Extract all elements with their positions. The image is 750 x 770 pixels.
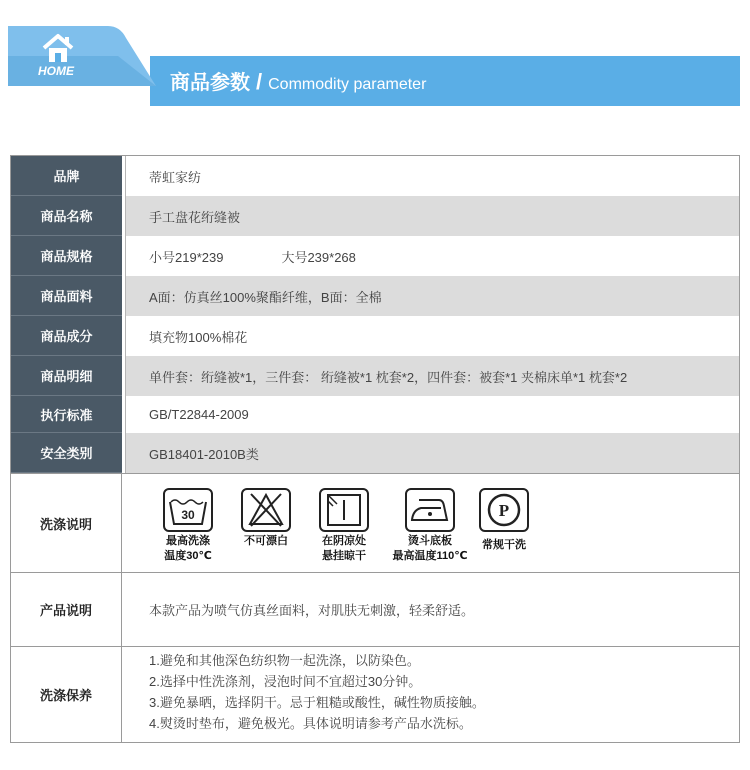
care-tip: 2.选择中性洗涤剂，浸泡时间不宜超过30分钟。 bbox=[149, 674, 422, 689]
param-row-composition bbox=[11, 316, 739, 356]
care-label: 洗涤保养 bbox=[11, 647, 122, 742]
param-row-name bbox=[11, 196, 739, 236]
svg-text:P: P bbox=[498, 501, 510, 520]
size-large: 大号239*268 bbox=[281, 249, 356, 265]
product-label: 产品说明 bbox=[11, 573, 122, 646]
title-slash: / bbox=[256, 69, 263, 94]
parameter-table bbox=[10, 155, 740, 743]
title-zh: 商品参数 bbox=[170, 72, 250, 94]
param-value: GB/T22844-2009 bbox=[149, 407, 249, 422]
house-icon bbox=[40, 32, 76, 64]
care-tips bbox=[123, 647, 739, 742]
param-value: A面：仿真丝100%聚酯纤维，B面：全棉 bbox=[126, 276, 739, 316]
svg-text:30: 30 bbox=[181, 508, 195, 522]
param-value: 蒂虹家纺 bbox=[149, 169, 202, 185]
line-dry-shade-icon: 在阴凉处 悬挂晾干 bbox=[314, 488, 374, 568]
section-header bbox=[0, 0, 750, 130]
wash-30-icon: 30 最高洗涤 温度30℃ bbox=[158, 488, 218, 568]
param-row-safety bbox=[11, 433, 739, 473]
care-tip: 4.熨烫时垫布，避免极光。具体说明请参考产品水洗标。 bbox=[149, 716, 472, 731]
product-row bbox=[11, 573, 739, 646]
care-symbols bbox=[158, 488, 538, 560]
title-en: Commodity parameter bbox=[268, 76, 427, 93]
param-value: 手工盘花绗缝被 bbox=[126, 196, 739, 236]
param-value: GB18401-2010B类 bbox=[126, 433, 739, 473]
page-title bbox=[170, 66, 426, 98]
param-label: 安全类别 bbox=[11, 433, 122, 473]
product-text: 本款产品为喷气仿真丝面料，对肌肤无刺激，轻柔舒适。 bbox=[149, 603, 475, 618]
care-tip: 3.避免暴晒，选择阴干。忌于粗糙或酸性，碱性物质接触。 bbox=[149, 695, 485, 710]
param-row-brand bbox=[11, 156, 739, 196]
param-label: 执行标准 bbox=[11, 396, 122, 433]
param-value: 单件套：绗缝被*1，三件套： 绗缝被*1 枕套*2，四件套：被套*1 夹棉床单*1 枕套*2 bbox=[126, 356, 739, 396]
param-row-fabric bbox=[11, 276, 739, 316]
size-small: 小号219*239 bbox=[149, 249, 224, 265]
param-label: 商品规格 bbox=[11, 236, 122, 276]
param-label: 品牌 bbox=[11, 156, 122, 196]
param-label: 商品成分 bbox=[11, 316, 122, 356]
wash-label: 洗涤说明 bbox=[11, 474, 122, 572]
dry-clean-p-icon: P 常规干洗 bbox=[474, 488, 534, 568]
param-label: 商品名称 bbox=[11, 196, 122, 236]
param-value: 填充物100%棉花 bbox=[149, 329, 248, 345]
param-row-standard bbox=[11, 396, 739, 433]
param-value bbox=[126, 236, 739, 276]
home-label: HOME bbox=[38, 64, 74, 78]
param-row-details bbox=[11, 356, 739, 396]
care-tip: 1.避免和其他深色纺织物一起洗涤，以防染色。 bbox=[149, 653, 420, 668]
no-bleach-icon: 不可漂白 bbox=[236, 488, 296, 568]
iron-110-icon: 烫斗底板 最高温度110℃ bbox=[392, 488, 468, 568]
param-label: 商品面料 bbox=[11, 276, 122, 316]
home-tab bbox=[8, 26, 156, 86]
param-row-size bbox=[11, 236, 739, 276]
param-label: 商品明细 bbox=[11, 356, 122, 396]
care-row bbox=[11, 647, 739, 742]
